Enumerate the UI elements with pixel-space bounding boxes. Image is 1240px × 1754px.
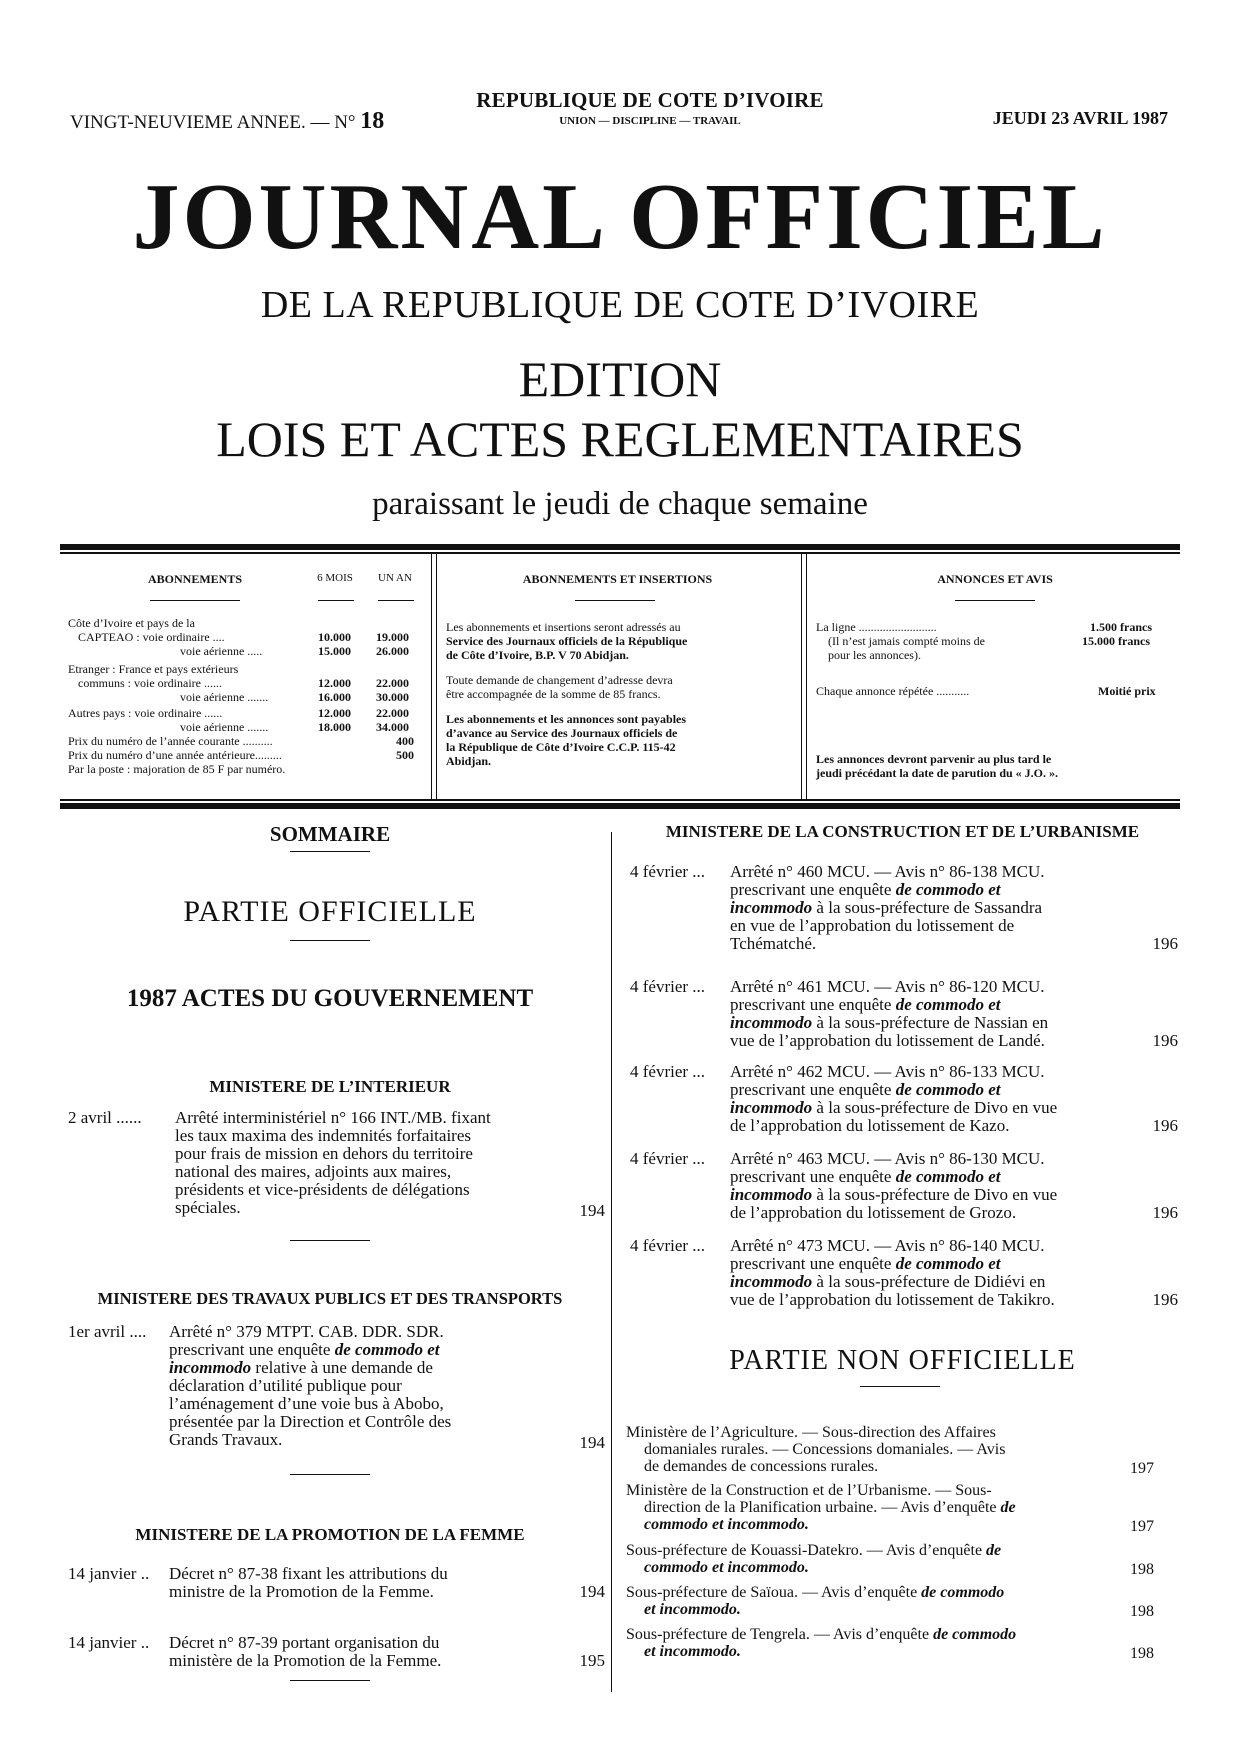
subscription-label: Etranger : France et pays extérieurs <box>68 662 239 676</box>
top-rule-thin <box>60 552 1180 554</box>
ads-text: Chaque annonce répétée ........... <box>816 684 970 698</box>
ministry-heading: MINISTERE DE L’INTERIEUR <box>209 1077 451 1096</box>
subs-col2-title: ABONNEMENTS ET INSERTIONS <box>522 572 713 586</box>
entry-line: spéciales. <box>175 1198 241 1217</box>
ads-price: 1.500 francs <box>1090 620 1152 634</box>
entry-text <box>169 1323 555 1449</box>
volume-line <box>70 108 384 135</box>
entry-date: 1er avril .... <box>68 1322 147 1341</box>
entry-line: incommodo à la sous-préfecture de Divo en vue <box>730 1185 1058 1204</box>
edition-label: EDITION <box>518 351 722 407</box>
non-official-entry <box>626 1542 1156 1576</box>
rule <box>290 1474 370 1475</box>
ministry-heading: MINISTERE DES TRAVAUX PUBLICS ET DES TRANSPORTS <box>97 1289 563 1308</box>
subscription-price-6m: 16.000 <box>318 690 351 704</box>
entry-text <box>169 1565 555 1601</box>
construction-entry <box>630 863 1178 958</box>
rule <box>290 940 370 941</box>
entry-line: direction de la Planification urbaine. — Avis d’enquête de <box>644 1499 1016 1516</box>
rule <box>290 1680 370 1681</box>
subscription-price-6m: 15.000 <box>318 644 351 658</box>
ads-text: pour les annonces). <box>828 648 921 662</box>
non-official-entry <box>626 1626 1156 1660</box>
entry-page: 196 <box>1152 1290 1178 1309</box>
ministry-heading: MINISTERE DE LA CONSTRUCTION ET DE L’URBANISME <box>665 822 1140 841</box>
ads-text: Les annonces devront parvenir au plus tard le <box>816 752 1052 766</box>
entry-page: 198 <box>1130 1603 1154 1620</box>
subscription-label: voie aérienne ....... <box>180 720 269 734</box>
entry-date: 4 février ... <box>630 977 706 996</box>
sommaire-title: SOMMAIRE <box>269 822 391 846</box>
entry-line: prescrivant une enquête de commodo et <box>730 995 1001 1014</box>
subscription-price-12m: 22.000 <box>376 706 409 720</box>
entry-line: incommodo à la sous-préfecture de Divo en vue <box>730 1098 1058 1117</box>
subscription-price-12m: 19.000 <box>376 630 409 644</box>
subscription-label: Par la poste : majoration de 85 F par numéro. <box>68 762 286 776</box>
entry-line: incommodo à la sous-préfecture de Nassian en <box>730 1013 1049 1032</box>
subscription-label: Prix du numéro d’une année antérieure......... <box>68 748 282 762</box>
entry-line: domaniales rurales. — Concessions domaniales. — Avis <box>644 1441 1006 1458</box>
entry-line: national des maires, adjoints aux maires, <box>175 1162 452 1181</box>
republic-motto: UNION — DISCIPLINE — TRAVAIL <box>559 115 741 127</box>
top-rule <box>60 544 1180 550</box>
subs-col3-title: ANNONCES ET AVIS <box>937 572 1053 586</box>
volume-label: VINGT-NEUVIEME ANNEE. — N° <box>70 112 356 133</box>
rule <box>290 1240 370 1241</box>
entry-date: 4 février ... <box>630 1236 706 1255</box>
non-official-entry <box>626 1482 1156 1533</box>
ads-text: La ligne .......................... <box>816 620 937 634</box>
column-separator <box>611 832 612 1692</box>
entry-line: Arrêté n° 460 MCU. — Avis n° 86-138 MCU. <box>730 862 1045 881</box>
entry-line: Arrêté n° 461 MCU. — Avis n° 86-120 MCU. <box>730 977 1045 996</box>
subscription-label: CAPTEAO : voie ordinaire .... <box>78 630 225 644</box>
subscription-price-12m: 34.000 <box>376 720 409 734</box>
subscription-price-12m: 26.000 <box>376 644 409 658</box>
subscription-price-6m: 12.000 <box>318 706 351 720</box>
subs-text: Service des Journaux officiels de la République <box>446 634 688 648</box>
subscription-label: Côte d’Ivoire et pays de la <box>68 616 195 630</box>
subs-text: Abidjan. <box>446 754 492 768</box>
entry-line: en vue de l’approbation du lotissement de <box>730 916 1015 935</box>
entry-line: présidents et vice-présidents de délégations <box>175 1180 470 1199</box>
entry-page: 194 <box>579 1201 605 1220</box>
issue-number: 18 <box>360 108 385 134</box>
ads-text: (Il n’est jamais compté moins de <box>828 634 985 648</box>
entry-line: Ministère de la Construction et de l’Urbanisme. — Sous- <box>626 1482 992 1499</box>
entry-line: pour frais de mission en dehors du territoire <box>175 1144 473 1163</box>
entry-page: 194 <box>579 1582 605 1601</box>
entry-line: incommodo à la sous-préfecture de Didiévi en <box>730 1272 1046 1291</box>
republic-header <box>470 88 830 127</box>
subs-text: être accompagnée de la somme de 85 francs. <box>446 687 661 701</box>
entry-page: 197 <box>1130 1518 1154 1535</box>
ads-price: 15.000 francs <box>1082 634 1150 648</box>
box-divider-1 <box>431 553 437 799</box>
subscription-label: voie aérienne ..... <box>180 644 263 658</box>
entry-line: Décret n° 87-38 fixant les attributions du <box>169 1564 448 1583</box>
entry-line: l’aménagement d’une voie bus à Abobo, <box>169 1394 444 1413</box>
subscription-price-12m: 500 <box>396 748 414 762</box>
non-official-entry <box>626 1584 1156 1618</box>
journal-title: JOURNAL OFFICIEL <box>132 165 1108 269</box>
subs-text: de Côte d’Ivoire, B.P. V 70 Abidjan. <box>446 648 629 662</box>
subs-text: d’avance au Service des Journaux officiels de <box>446 726 678 740</box>
sommaire-entry <box>68 1634 605 1674</box>
entry-page: 198 <box>1130 1645 1154 1662</box>
republic-name: REPUBLIQUE DE COTE D’IVOIRE <box>476 88 824 112</box>
entry-line: présentée par la Direction et Contrôle des <box>169 1412 452 1431</box>
entry-line: vue de l’approbation du lotissement de Takikro. <box>730 1290 1055 1309</box>
rule <box>955 600 1035 601</box>
entry-page: 197 <box>1130 1460 1154 1477</box>
subscription-price-12m: 30.000 <box>376 690 409 704</box>
entry-line: de l’approbation du lotissement de Grozo. <box>730 1203 1017 1222</box>
entry-date: 4 février ... <box>630 862 706 881</box>
entry-line: prescrivant une enquête de commodo et <box>730 1080 1001 1099</box>
subscription-label: Prix du numéro de l’année courante .......... <box>68 734 273 748</box>
entry-date: 2 avril ...... <box>68 1108 142 1127</box>
subscription-label: communs : voie ordinaire ...... <box>78 676 222 690</box>
rule <box>290 851 370 852</box>
entry-line: Décret n° 87-39 portant organisation du <box>169 1633 440 1652</box>
ads-text: jeudi précédant la date de parution du « J.O. ». <box>816 766 1059 780</box>
entry-line: prescrivant une enquête de commodo et <box>730 1167 1001 1186</box>
construction-entry <box>630 1063 1178 1143</box>
entry-line: incommodo relative à une demande de <box>169 1358 433 1377</box>
rule <box>318 600 354 601</box>
subscription-price-12m: 22.000 <box>376 676 409 690</box>
entry-date: 14 janvier .. <box>68 1633 150 1652</box>
entry-line: commodo et incommodo. <box>644 1559 809 1576</box>
ministry-heading: MINISTERE DE LA PROMOTION DE LA FEMME <box>135 1525 525 1544</box>
entry-line: ministre de la Promotion de la Femme. <box>169 1582 434 1601</box>
partie-officielle-heading: PARTIE OFFICIELLE <box>183 895 477 928</box>
entry-line: Arrêté n° 462 MCU. — Avis n° 86-133 MCU. <box>730 1062 1045 1081</box>
entry-page: 196 <box>1152 1116 1178 1135</box>
subs-col1-h12: UN AN <box>378 572 412 584</box>
entry-line: ministère de la Promotion de la Femme. <box>169 1651 442 1670</box>
construction-entry <box>630 1237 1178 1317</box>
entry-line: de l’approbation du lotissement de Kazo. <box>730 1116 1010 1135</box>
entry-date: 4 février ... <box>630 1062 706 1081</box>
entry-text <box>730 1150 1123 1222</box>
edition-name: LOIS ET ACTES REGLEMENTAIRES <box>216 411 1024 467</box>
entry-line: Arrêté n° 473 MCU. — Avis n° 86-140 MCU. <box>730 1236 1045 1255</box>
entry-text <box>730 1063 1123 1135</box>
entry-text <box>169 1634 555 1670</box>
entry-line: et incommodo. <box>644 1643 741 1660</box>
construction-entry <box>630 978 1178 1058</box>
rule <box>378 600 414 601</box>
entry-page: 195 <box>579 1651 605 1670</box>
subs-text: Toute demande de changement d’adresse devra <box>446 673 673 687</box>
entry-date: 4 février ... <box>630 1149 706 1168</box>
entry-line: et incommodo. <box>644 1601 741 1618</box>
entry-line: Sous-préfecture de Kouassi-Datekro. — Avis d’enquête de <box>626 1542 1002 1559</box>
entry-line: Grands Travaux. <box>169 1430 283 1449</box>
entry-line: Sous-préfecture de Saïoua. — Avis d’enquête de commodo <box>626 1584 1005 1601</box>
actes-heading: 1987 ACTES DU GOUVERNEMENT <box>126 985 534 1012</box>
entry-line: vue de l’approbation du lotissement de Landé. <box>730 1031 1045 1050</box>
entry-line: les taux maxima des indemnités forfaitaires <box>175 1126 471 1145</box>
subs-text: Les abonnements et les annonces sont payables <box>446 712 687 726</box>
entry-line: prescrivant une enquête de commodo et <box>730 1254 1001 1273</box>
subscription-price-12m: 400 <box>396 734 414 748</box>
entry-line: Arrêté n° 379 MTPT. CAB. DDR. SDR. <box>169 1322 444 1341</box>
entry-line: Arrêté n° 463 MCU. — Avis n° 86-130 MCU. <box>730 1149 1045 1168</box>
subs-text: la République de Côte d’Ivoire C.C.P. 115-42 <box>446 740 676 754</box>
subs-text: Les abonnements et insertions seront adressés au <box>446 620 681 634</box>
bottom-rule <box>60 803 1180 809</box>
non-official-entry <box>626 1424 1156 1475</box>
partie-non-officielle-heading: PARTIE NON OFFICIELLE <box>729 1345 1076 1376</box>
entry-page: 196 <box>1152 1203 1178 1222</box>
entry-date: 14 janvier .. <box>68 1564 150 1583</box>
subscription-label: voie aérienne ....... <box>180 690 269 704</box>
rule <box>860 1386 940 1387</box>
sommaire-entry <box>68 1323 605 1463</box>
entry-line: Ministère de l’Agriculture. — Sous-direction des Affaires <box>626 1424 996 1441</box>
subscription-label: Autres pays : voie ordinaire ...... <box>68 706 223 720</box>
subscription-price-6m: 18.000 <box>318 720 351 734</box>
entry-text <box>730 978 1123 1050</box>
entry-text <box>175 1109 555 1217</box>
entry-line: prescrivant une enquête de commodo et <box>730 880 1001 899</box>
subs-col1-title: ABONNEMENTS <box>147 572 242 586</box>
box-divider-2 <box>801 553 807 799</box>
publication-frequency: paraissant le jeudi de chaque semaine <box>372 486 868 522</box>
entry-page: 194 <box>579 1433 605 1452</box>
construction-entry <box>630 1150 1178 1230</box>
entry-page: 198 <box>1130 1561 1154 1578</box>
subscription-price-6m: 10.000 <box>318 630 351 644</box>
entry-text <box>730 1237 1123 1309</box>
entry-page: 196 <box>1152 934 1178 953</box>
entry-line: Arrêté interministériel n° 166 INT./MB. fixant <box>175 1108 491 1127</box>
sommaire-entry <box>68 1565 605 1605</box>
ads-price: Moitié prix <box>1098 684 1156 698</box>
entry-page: 196 <box>1152 1031 1178 1050</box>
entry-line: Sous-préfecture de Tengrela. — Avis d’enquête de commodo <box>626 1626 1017 1643</box>
entry-line: incommodo à la sous-préfecture de Sassandra <box>730 898 1043 917</box>
entry-line: commodo et incommodo. <box>644 1516 809 1533</box>
entry-line: Tchématché. <box>730 934 817 953</box>
journal-subtitle: DE LA REPUBLIQUE DE COTE D’IVOIRE <box>260 284 980 326</box>
bottom-rule-thin <box>60 799 1180 801</box>
issue-date: JEUDI 23 AVRIL 1987 <box>992 108 1168 128</box>
entry-line: de demandes de concessions rurales. <box>644 1458 879 1475</box>
entry-line: déclaration d’utilité publique pour <box>169 1376 402 1395</box>
rule <box>150 600 240 601</box>
entry-line: prescrivant une enquête de commodo et <box>169 1340 440 1359</box>
subscription-price-6m: 12.000 <box>318 676 351 690</box>
sommaire-entry <box>68 1109 605 1229</box>
entry-text <box>730 863 1123 953</box>
rule <box>575 600 655 601</box>
subs-col1-h6: 6 MOIS <box>317 572 353 584</box>
